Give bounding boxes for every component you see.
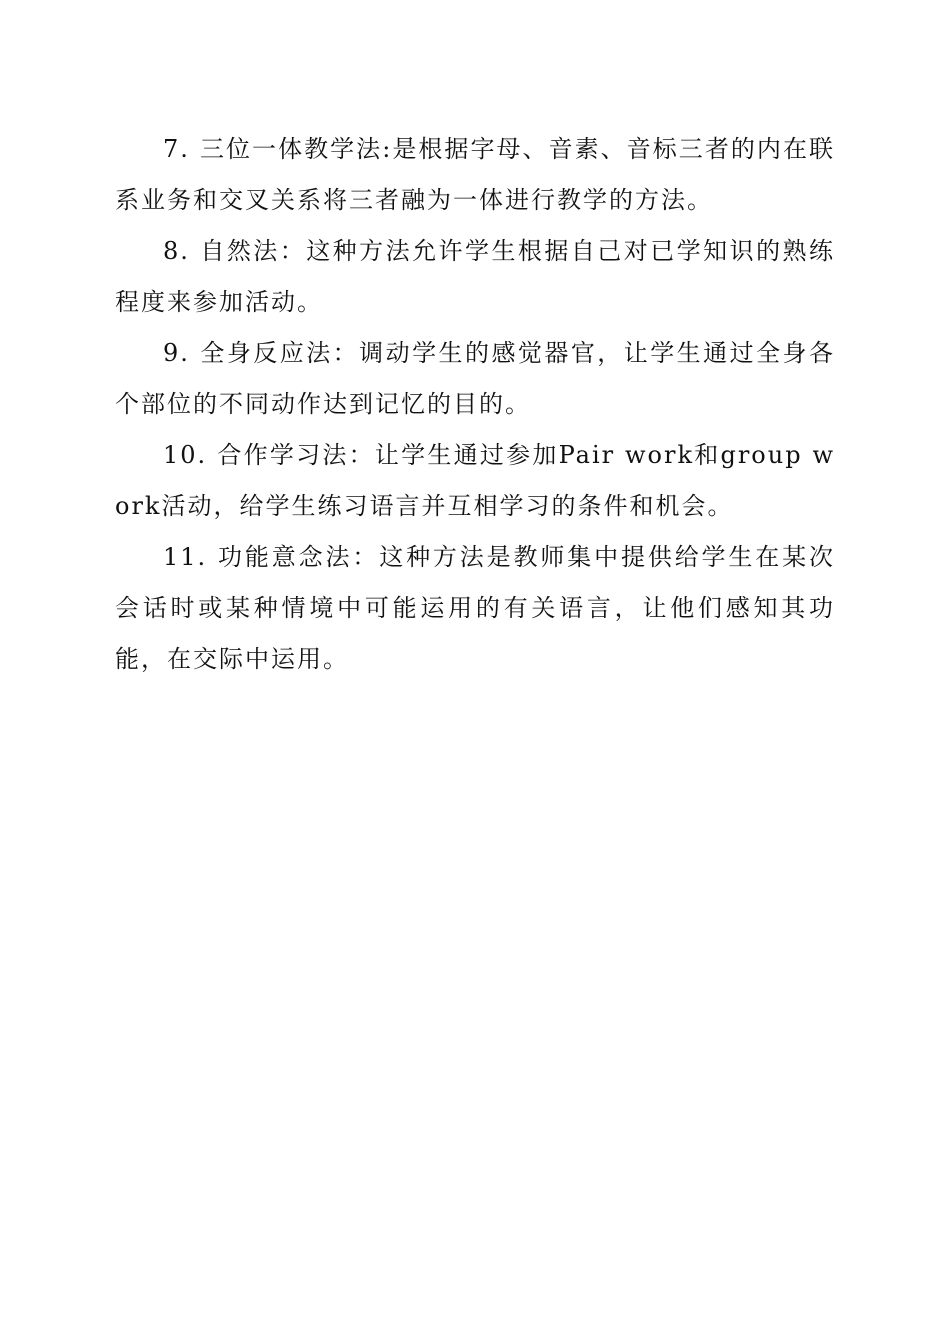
paragraph-item-7 bbox=[115, 124, 835, 226]
paragraph-number: 8. bbox=[163, 237, 190, 265]
paragraph-text: 自然法：这种方法允许学生根据自己对已学知识的熟练程度来参加活动。 bbox=[115, 237, 835, 316]
paragraph-item-11 bbox=[115, 532, 835, 685]
paragraph-number: 11. bbox=[163, 543, 208, 571]
paragraph-text: 合作学习法：让学生通过参加Pair work和group work活动，给学生练习语言并互相学习的条件和机会。 bbox=[115, 441, 835, 520]
paragraph-text: 三位一体教学法:是根据字母、音素、音标三者的内在联系业务和交叉关系将三者融为一体进行教学的方法。 bbox=[115, 135, 835, 214]
paragraph-text: 全身反应法：调动学生的感觉器官，让学生通过全身各个部位的不同动作达到记忆的目的。 bbox=[115, 339, 835, 418]
paragraph-item-10 bbox=[115, 430, 835, 532]
paragraph-number: 9. bbox=[163, 339, 190, 367]
paragraph-text: 功能意念法：这种方法是教师集中提供给学生在某次会话时或某种情境中可能运用的有关语言，让他们感知其功能，在交际中运用。 bbox=[115, 543, 835, 673]
paragraph-number: 10. bbox=[163, 441, 208, 469]
paragraph-number: 7. bbox=[163, 135, 190, 163]
document-body bbox=[115, 124, 835, 685]
paragraph-item-8 bbox=[115, 226, 835, 328]
paragraph-item-9 bbox=[115, 328, 835, 430]
